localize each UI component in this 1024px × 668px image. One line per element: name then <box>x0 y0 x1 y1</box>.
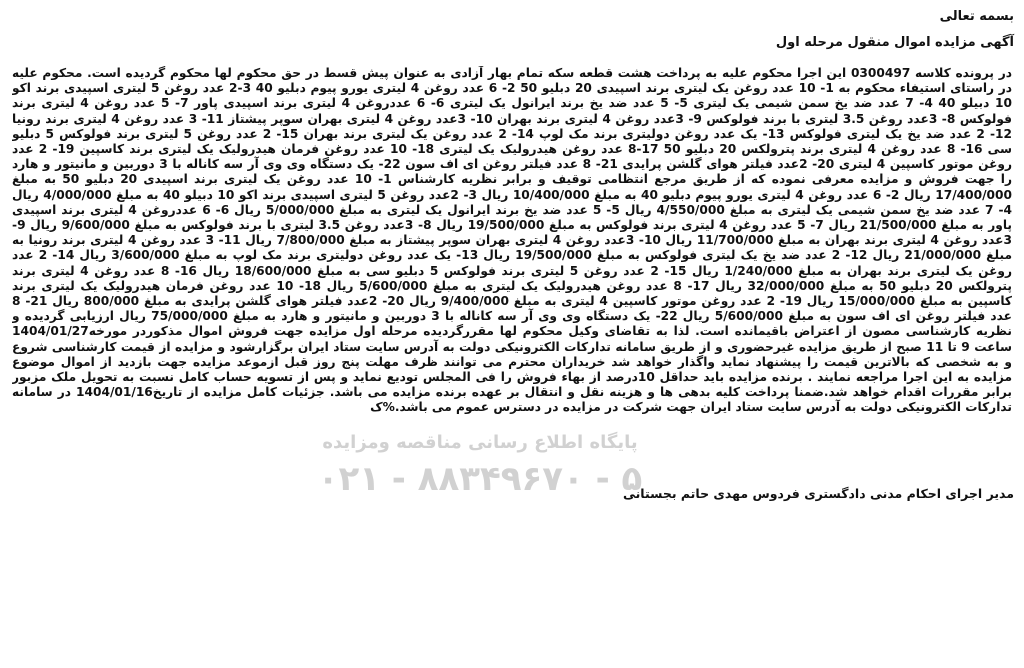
page-title: بسمه تعالی <box>939 9 1014 24</box>
watermark-name: پایگاه اطلاع رسانی مناقصه ومزایده <box>322 432 638 453</box>
notice-subtitle: آگهی مزایده اموال منقول مرحله اول <box>775 35 1014 50</box>
signature-line: مدیر اجرای احکام مدنی دادگستری فردوس مهدی حاتم بجستانی <box>622 486 1014 501</box>
notice-body: در پرونده کلاسه 0300497 این اجرا محکوم علیه به پرداخت هشت قطعه سکه تمام بهار آزادی به عنوان پیش قسط در حق محکوم لها محکوم گردیده است. محکوم علیه در راستای استیفاء محکوم به 1- 10 عدد روغن یک لیتری برند اسپیدی 20 دبلیو 50 2- 6 عدد روغن 4 لیتری یورو پیوم دبلیو 40 3-2 عدد روغن 5 لیتری اسپیدی برند اکو 10 دبیلو 40 4- 7 عدد ضد یخ سمن شیمی یک لیتری 5- 5 عدد ضد یخ برند ایرانول یک لیتری 6- 6 عددروغن 4 لیتری برند اسپیدی پاور 7- 5 عدد روغن 4 لیتری برند فولوکس 8- 3عدد روغن 3.5 لیتری با برند فولوکس 9- 3عدد روغن 4 لیتری برند بهران 10- 3عدد روغن 4 لیتری بهران سوپر پیشتاز 11- 3 عدد روغن 4 لیتری برند رونیا 12- 2 عدد ضد یخ یک لیتری فولوکس 13- یک عدد روغن دولیتری برند مک لوپ 14- 2 عدد روغن یک لیتری برند بهران 15- 2 عدد روغن 5 لیتری برند فولوکس 5 دبلیو سی 16- 8 عدد روغن 4 لیتری برند پترولکس 20 دبلیو 50 17-8 عدد روغن هیدرولیک یک لیتری 18- 10 عدد روغن فرمان هیدرولیک یک لیتری برند کاسپین 19- 2 عدد روغن موتور کاسپین 4 لیتری 20- 2عدد فیلتر هوای گلشن پرایدی 21- 8 عدد فیلتر روغن ای اف سون 22- یک دستگاه وی وی آر سه کاناله با 3 دوربین و مانیتور و هارد را جهت فروش و مزایده معرفی نموده که از طریق مرجع انتظامی توقیف و برابر نظریه کارشناس 1- 10 عدد روغن یک لیتری برند اسپیدی 20 دبلیو 50 به مبلغ 17/400/000 ریال 2- 6 عدد روغن 4 لیتری یورو پیوم دبلیو 40 به مبلغ 10/400/000 ریال 3- 2عدد روغن 5 لیتری اسپیدی برند اکو 10 دبیلو 40 به مبلغ 4/000/000 ریال 4- 7 عدد ضد یخ سمن شیمی یک لیتری به مبلغ 4/550/000 ریال 5- 5 عدد ضد یخ برند ایرانول یک لیتری به مبلغ 5/000/000 ریال 6- 6 عددروغن 4 لیتری برند اسپیدی پاور به مبلغ 21/500/000 ریال 7- 5 عدد روغن 4 لیتری برند فولوکس به مبلغ 19/500/000 ریال 8- 3عدد روغن 3.5 لیتری با برند فولوکس به مبلغ 9/600/000 ریال 9- 3عدد روغن 4 لیتری برند بهران به مبلغ 11/700/000 ریال 10- 3عدد روغن 4 لیتری بهران سوپر پیشتاز به مبلغ 7/800/000 ریال 11- 3 عدد روغن 4 لیتری برند رونیا به مبلغ 21/000/000 ریال 12- 2 عدد ضد یخ یک لیتری فولوکس به مبلغ 19/500/000 ریال 13- یک عدد روغن دولیتری برند مک لوپ به مبلغ 3/600/000 ریال 14- 2 عدد روغن یک لیتری برند بهران به مبلغ 1/240/000 ریال 15- 2 عدد روغن 5 لیتری برند فولوکس 5 دبلیو سی به مبلغ 18/600/000 ریال 16- 8 عدد روغن 4 لیتری برند پترولکس 20 دبلیو 50 به مبلغ 32/000/000 ریال 17- 8 عدد روغن هیدرولیک یک لیتری به مبلغ 5/600/000 ریال 18- 10 عدد روغن فرمان هیدرولیک یک لیتری برند کاسپین به مبلغ 15/000/000 ریال 19- 2 عدد روغن موتور کاسپین 4 لیتری به مبلغ 9/400/000 ریال 20- 2عدد فیلتر هوای گلشن پرایدی به مبلغ 800/000 ریال 21- 8 عدد فیلتر روغن ای اف سون به مبلغ 5/600/000 ریال 22- یک دستگاه وی وی آر سه کاناله با 3 دوربین و مانیتور و هارد به مبلغ 75/000/000 ریال ارزیابی گردیده و نظریه کارشناسی مصون از اعتراض باقیمانده است. لذا به تقاضای وکیل محکوم لها مقررگردیده مرحله اول مزایده جهت فروش اموال مذکوردر مورخه1404/01/27 ساعت 9 تا 11 صبح از طریق مزایده غیرحضوری و از طریق سامانه تدارکات الکترونیکی دولت به آدرس سایت ستاد ایران برگزارشود و مزایده از قیمت کارشناسی شروع و به شخصی که بالاترین قیمت را پیشنهاد نماید واگذار خواهد شد خریداران محترم می توانند ظرف مهلت پنج روز قبل ازموعد مزایده جهت بازدید از اموال موضوع مزایده به این اجرا مراجعه نمایند . برنده مزایده باید حداقل 10درصد از بهاء فروش را فی المجلس تودیع نماید و پس از تسویه حساب کامل نسبت به تحویل ملک مزبور برابر مقررات اقدام خواهد شد.ضمنا پرداخت کلیه بدهی ها و هزینه نقل و انتقال بر عهده برنده مزایده می باشد. جزئیات کامل مزایده از تاریخ1404/01/16 در سامانه تدارکات الکترونیکی دولت به آدرس سایت ستاد ایران جهت شرکت در مزایده در دسترس عموم می باشد.%ک <box>12 66 1012 415</box>
watermark-phone: ۰۲۱ - ۸۸۳۴۹۶۷۰ - ۵ <box>317 459 643 499</box>
